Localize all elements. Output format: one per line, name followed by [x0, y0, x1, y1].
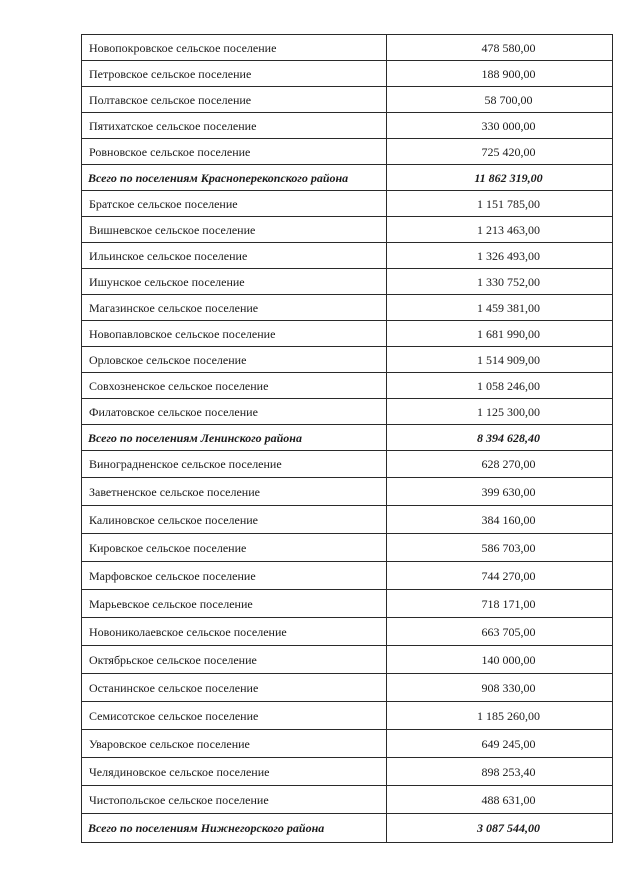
- table-row: [82, 373, 613, 399]
- settlement-name: Останинское сельское поселение: [82, 674, 387, 702]
- settlement-name: Марфовское сельское поселение: [82, 562, 387, 590]
- table-row: [82, 646, 613, 674]
- total-row: [82, 425, 613, 451]
- district-total-amount: 11 862 319,00: [387, 165, 613, 191]
- settlement-name: Новопавловское сельское поселение: [82, 321, 387, 347]
- settlement-amount: 330 000,00: [387, 113, 613, 139]
- settlement-name: Магазинское сельское поселение: [82, 295, 387, 321]
- settlement-amount: 188 900,00: [387, 61, 613, 87]
- settlement-amount: 1 459 381,00: [387, 295, 613, 321]
- settlement-name: Пятихатское сельское поселение: [82, 113, 387, 139]
- settlement-name: Ровновское сельское поселение: [82, 139, 387, 165]
- settlement-name: Филатовское сельское поселение: [82, 399, 387, 425]
- table-row: [82, 478, 613, 506]
- settlement-name: Новониколаевское сельское поселение: [82, 618, 387, 646]
- total-row: [82, 814, 613, 843]
- settlement-amount: 58 700,00: [387, 87, 613, 113]
- table-row: [82, 61, 613, 87]
- table-row: [82, 534, 613, 562]
- settlement-amount: 663 705,00: [387, 618, 613, 646]
- table-row: [82, 243, 613, 269]
- table-row: [82, 139, 613, 165]
- settlement-amount: 140 000,00: [387, 646, 613, 674]
- settlement-amount: 1 326 493,00: [387, 243, 613, 269]
- settlement-name: Семисотское сельское поселение: [82, 702, 387, 730]
- settlement-amount: 628 270,00: [387, 451, 613, 478]
- table-row: [82, 590, 613, 618]
- table-row: [82, 399, 613, 425]
- district-total-amount: 3 087 544,00: [387, 814, 613, 843]
- settlement-name: Ишунское сельское поселение: [82, 269, 387, 295]
- settlement-amount: 1 213 463,00: [387, 217, 613, 243]
- settlement-amount: 1 125 300,00: [387, 399, 613, 425]
- settlement-name: Ильинское сельское поселение: [82, 243, 387, 269]
- district-total-amount: 8 394 628,40: [387, 425, 613, 451]
- district-total-label: Всего по поселениям Нижнегорского района: [82, 814, 387, 843]
- settlement-name: Марьевское сельское поселение: [82, 590, 387, 618]
- district-total-label: Всего по поселениям Ленинского района: [82, 425, 387, 451]
- table-row: [82, 295, 613, 321]
- settlement-name: Полтавское сельское поселение: [82, 87, 387, 113]
- settlement-amount: 908 330,00: [387, 674, 613, 702]
- table-row: [82, 113, 613, 139]
- settlement-name: Виноградненское сельское поселение: [82, 451, 387, 478]
- settlement-amount: 1 681 990,00: [387, 321, 613, 347]
- settlement-name: Октябрьское сельское поселение: [82, 646, 387, 674]
- settlement-name: Кировское сельское поселение: [82, 534, 387, 562]
- settlement-amount: 1 330 752,00: [387, 269, 613, 295]
- table-row: [82, 321, 613, 347]
- settlement-amount: 1 514 909,00: [387, 347, 613, 373]
- table-row: [82, 758, 613, 786]
- settlement-amount: 649 245,00: [387, 730, 613, 758]
- settlements-table-body: [82, 35, 613, 843]
- total-row: [82, 165, 613, 191]
- table-row: [82, 730, 613, 758]
- table-row: [82, 786, 613, 814]
- table-row: [82, 217, 613, 243]
- table-row: [82, 674, 613, 702]
- settlement-name: Орловское сельское поселение: [82, 347, 387, 373]
- settlement-amount: 1 058 246,00: [387, 373, 613, 399]
- settlement-amount: 718 171,00: [387, 590, 613, 618]
- settlements-table: [81, 34, 613, 843]
- settlement-name: Челядиновское сельское поселение: [82, 758, 387, 786]
- table-row: [82, 35, 613, 61]
- table-row: [82, 191, 613, 217]
- table-row: [82, 506, 613, 534]
- settlement-amount: 898 253,40: [387, 758, 613, 786]
- settlement-name: Чистопольское сельское поселение: [82, 786, 387, 814]
- table-row: [82, 618, 613, 646]
- district-total-label: Всего по поселениям Красноперекопского района: [82, 165, 387, 191]
- table-row: [82, 347, 613, 373]
- settlement-amount: 725 420,00: [387, 139, 613, 165]
- table-row: [82, 451, 613, 478]
- settlement-name: Заветненское сельское поселение: [82, 478, 387, 506]
- settlement-name: Петровское сельское поселение: [82, 61, 387, 87]
- settlement-amount: 586 703,00: [387, 534, 613, 562]
- settlement-amount: 1 185 260,00: [387, 702, 613, 730]
- table-row: [82, 87, 613, 113]
- settlement-name: Новопокровское сельское поселение: [82, 35, 387, 61]
- settlement-name: Калиновское сельское поселение: [82, 506, 387, 534]
- settlement-amount: 744 270,00: [387, 562, 613, 590]
- settlement-amount: 1 151 785,00: [387, 191, 613, 217]
- table-row: [82, 269, 613, 295]
- settlement-amount: 399 630,00: [387, 478, 613, 506]
- settlement-name: Братское сельское поселение: [82, 191, 387, 217]
- settlement-amount: 384 160,00: [387, 506, 613, 534]
- table-row: [82, 562, 613, 590]
- settlement-amount: 478 580,00: [387, 35, 613, 61]
- settlement-name: Уваровское сельское поселение: [82, 730, 387, 758]
- settlement-amount: 488 631,00: [387, 786, 613, 814]
- table-row: [82, 702, 613, 730]
- settlement-name: Вишневское сельское поселение: [82, 217, 387, 243]
- settlement-name: Совхозненское сельское поселение: [82, 373, 387, 399]
